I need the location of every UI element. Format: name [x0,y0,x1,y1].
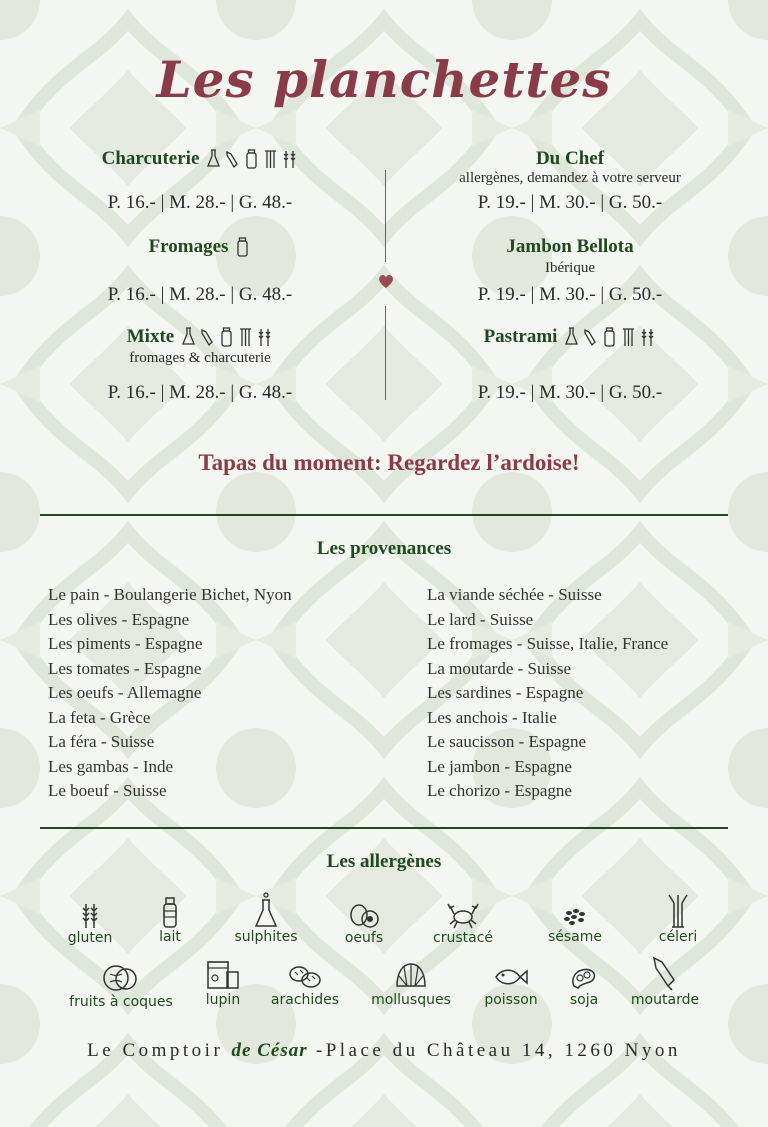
provenance-item: Les piments - Espagne [48,634,203,653]
allergen-soja [562,962,606,1008]
allergen-label: lait [159,929,181,945]
milk-bottle-icon [218,326,235,348]
item-subtitle: fromages & charcuterie [129,350,271,366]
item-name: Fromages [148,236,229,257]
milk-bottle-icon [243,148,260,170]
celery-icon [262,148,279,170]
allergen-mollusques [366,958,456,1008]
provenance-item: Le fromages - Suisse, Italie, France [427,634,669,653]
flask-icon [180,326,197,348]
item-name: Jambon Bellota [506,236,634,257]
mustard-icon [199,326,216,348]
mustard-icon [582,326,599,348]
allergen-moutarde [626,954,704,1008]
menu-item-jambon-bellota [390,236,750,277]
peanut-icon [287,962,323,992]
section-divider [40,514,728,516]
provenance-item: Les oeufs - Allemagne [48,683,202,702]
provenance-item: Les tomates - Espagne [48,658,202,678]
soy-icon [568,962,600,992]
menu-item-pastrami [390,326,750,348]
flask-icon [563,326,580,348]
item-price: P. 16.- | M. 28.- | G. 48.- [107,284,293,305]
item-subtitle: Ibérique [545,260,595,276]
allergen-label: céleri [658,929,698,945]
allergen-oeufs [336,903,392,946]
allergen-sesame [542,905,608,945]
wheat-icon [78,900,102,930]
allergen-poisson [480,962,542,1008]
provenance-item: Les gambas - Inde [48,756,174,776]
milk-bottle-icon [601,326,618,348]
shell-icon [393,958,429,992]
item-name: Mixte [126,326,175,347]
wheat-icon [639,326,656,348]
item-price: P. 16.- | M. 28.- | G. 48.- [107,382,293,403]
item-subtitle: allergènes, demandez à votre serveur [459,170,681,186]
allergen-label: moutarde [630,992,700,1008]
menu-item-charcuterie [20,148,380,170]
celery-icon [620,326,637,348]
provenance-item: Le pain - Boulangerie Bichet, Nyon [48,585,292,604]
fish-icon [492,962,530,992]
allergen-icons [205,148,298,170]
egg-icon [348,903,380,930]
allergen-icons [180,326,273,348]
milk-bottle-icon [234,236,251,258]
footer-suffix: -Place du Château 14, 1260 Nyon [315,1040,681,1061]
provenance-item: La feta - Grèce [48,707,151,727]
provenance-item: La viande séchée - Suisse [427,585,602,604]
allergen-label: lupin [205,992,241,1008]
tapas-notice: Tapas du moment: Regardez l’ardoise! [198,450,580,475]
sesame-icon [559,905,591,929]
provenances-right-list [427,583,757,804]
provenance-item: Le saucisson - Espagne [427,732,587,751]
allergen-label: gluten [67,930,113,946]
flask-icon [205,148,222,170]
allergen-lait [145,895,195,945]
allergen-gluten [60,900,120,946]
item-name: Charcuterie [101,148,200,169]
provenance-item: Les sardines - Espagne [427,683,584,702]
lupin-icon [205,958,241,992]
wheat-icon [256,326,273,348]
mustard-icon [224,148,241,170]
nut-icon [102,962,140,994]
allergen-label: crustacé [433,930,493,946]
allergen-lupin [200,958,246,1008]
footer-prefix: Le Comptoir [87,1040,224,1061]
allergen-label: arachides [270,992,340,1008]
item-price: P. 19.- | M. 30.- | G. 50.- [477,382,663,403]
column-divider [385,170,386,262]
menu-item-mixte [20,326,380,367]
item-price: P. 19.- | M. 30.- | G. 50.- [477,284,663,305]
provenance-item: Le jambon - Espagne [427,756,572,776]
column-divider [385,306,386,400]
provenance-item: Les olives - Espagne [48,609,190,629]
crab-icon [446,900,480,930]
allergen-sulphites [228,892,304,945]
allergen-celeri [650,893,706,945]
footer-address [0,1040,768,1062]
allergen-label: fruits à coques [69,994,173,1010]
provenance-item: La féra - Suisse [48,732,155,751]
milk-bottle-icon [159,895,181,929]
wheat-icon [281,148,298,170]
allergen-label: soja [569,992,599,1008]
celery-icon [237,326,254,348]
allergen-label: poisson [484,992,538,1008]
provenances-title: Les provenances [316,538,452,559]
menu-item-fromages [20,236,380,258]
allergen-icons [234,236,251,258]
allergen-crustace [428,900,498,946]
allergen-label: sulphites [234,929,298,945]
allergen-label: oeufs [344,930,384,946]
provenances-left-list [48,583,378,804]
allergenes-title: Les allergènes [326,851,442,872]
item-price: P. 16.- | M. 28.- | G. 48.- [107,192,293,213]
mustard-icon [650,954,680,992]
flask-icon [253,892,279,929]
allergen-icons [563,326,656,348]
footer-script: de César [231,1040,308,1061]
item-name: Du Chef [535,148,605,169]
allergen-label: mollusques [371,992,451,1008]
item-price: P. 19.- | M. 30.- | G. 50.- [477,192,663,213]
celery-icon [664,893,692,929]
section-divider [40,827,728,829]
provenance-item: Le lard - Suisse [427,609,534,629]
provenance-item: Les anchois - Italie [427,707,557,727]
provenance-item: Le chorizo - Espagne [427,781,572,800]
item-name: Pastrami [483,326,558,347]
provenance-item: Le boeuf - Suisse [48,781,167,800]
allergen-arachides [264,962,346,1008]
provenance-item: La moutarde - Suisse [427,658,571,678]
page-title: Les planchettes [156,50,612,109]
allergen-fruits-a-coques [62,962,180,1010]
allergen-label: sésame [547,929,603,945]
menu-item-du-chef [390,148,750,187]
